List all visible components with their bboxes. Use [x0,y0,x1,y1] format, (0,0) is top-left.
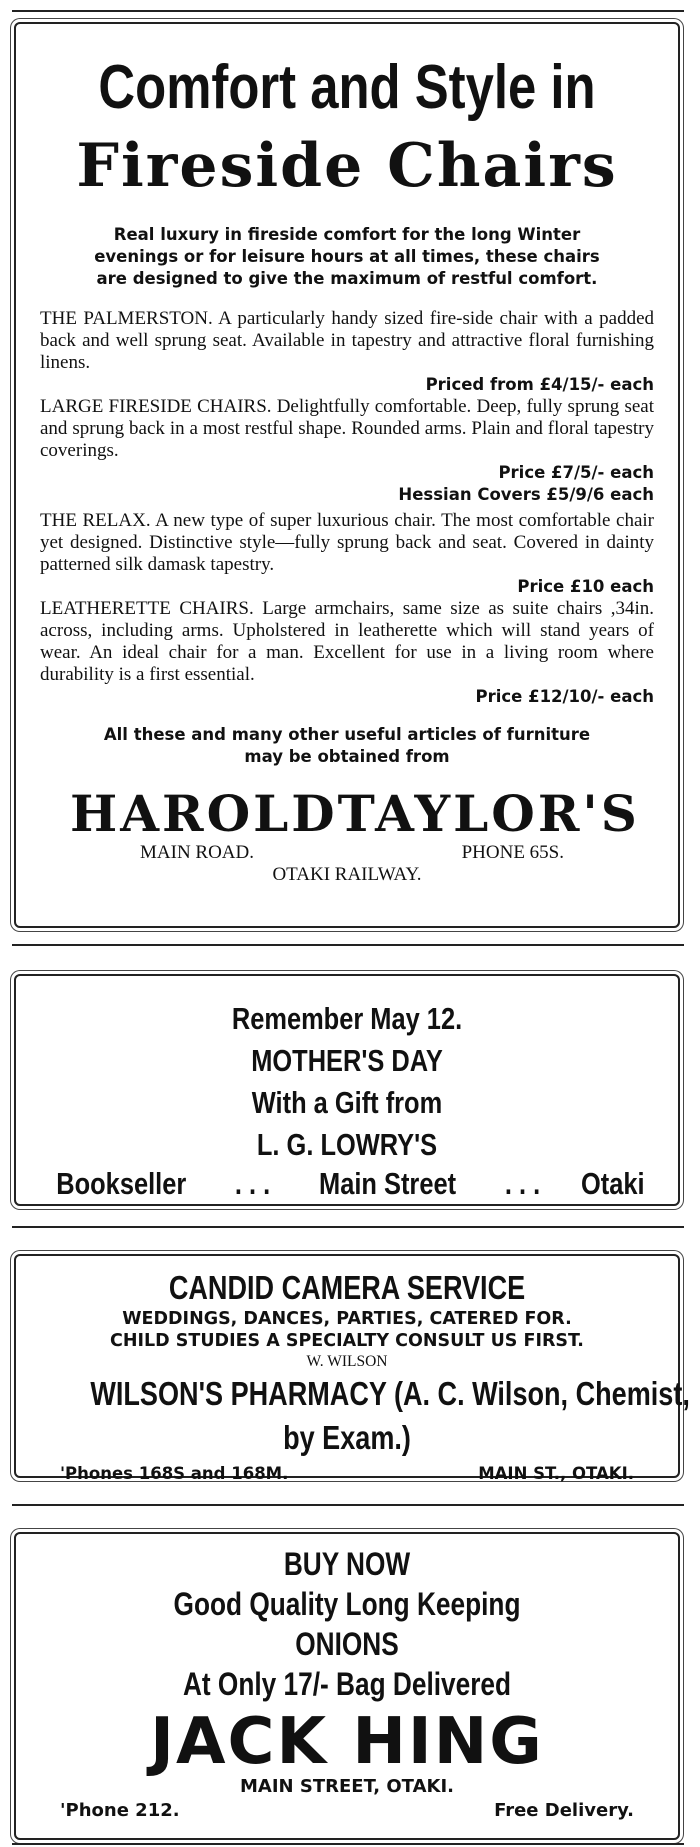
contact-row [34,1464,660,1483]
store-address [40,842,654,886]
onions-ad [14,1532,680,1840]
phones: 'Phones 168S and 168M. [60,1464,289,1483]
product-list [40,308,654,708]
divider-rule [12,1504,684,1506]
shop-name: L. G. LOWRY'S [256,1127,438,1162]
phone: 'Phone 212. [60,1800,180,1821]
ad-line: Remember May 12. [231,1001,463,1036]
dot-leader: . . . [234,1166,270,1201]
product-description: LEATHERETTE CHAIRS. Large armchairs, same size as suite chairs ,34in. across, including arms. Upholstered in leatherette which will stand years of wear. An ideal chair for a man. Excellent for use in a living room where durability is a first essential. [40,598,654,685]
address: MAIN ROAD. [140,842,254,863]
ad-line: With a Gift from [251,1085,443,1120]
product-item [40,308,654,396]
mothers-day-ad [14,974,680,1206]
top-rule [12,10,684,12]
locality: OTAKI RAILWAY. [272,864,422,885]
subheadline: Fireside Chairs [76,131,618,201]
product-price: Priced from £4/15/- each [425,375,654,394]
contact-row [36,1800,658,1821]
pharmacy-name: WILSON'S PHARMACY (A. C. Wilson, Chemist, [90,1375,690,1412]
address: MAIN ST., OTAKI. [478,1464,634,1483]
headline: Comfort and Style in [98,53,596,122]
product-price: Price £12/10/- each [475,687,654,706]
ad-line: W. WILSON [306,1353,388,1370]
product-item [40,598,654,708]
shop-details [36,1166,658,1202]
product-price: Price £10 each [517,577,654,596]
ad-line: CHILD STUDIES A SPECIALTY CONSULT US FIRST. [110,1331,584,1351]
product-item [40,510,654,598]
ad-title: CANDID CAMERA SERVICE [168,1269,526,1306]
ad-line: WEDDINGS, DANCES, PARTIES, CATERED FOR. [122,1309,572,1329]
product-item [40,396,654,506]
dot-leader: . . . [505,1166,541,1201]
store-name: HAROLD TAYLOR'S [70,784,640,843]
divider-rule [12,944,684,946]
footer-text: All these and many other useful articles of furniture may be obtained from [103,725,591,766]
pharmacy-qualification: by Exam.) [283,1419,411,1456]
shop-type: Bookseller [56,1166,187,1201]
merchant-name: JACK HING [150,1705,544,1779]
shop-street: Main Street [318,1166,457,1201]
phone: PHONE 65S. [461,842,564,863]
merchant-address: MAIN STREET, OTAKI. [240,1776,454,1797]
ad-line: MOTHER'S DAY [251,1043,443,1078]
product-price: Price £7/5/- each [498,463,654,482]
ad-line: Good Quality Long Keeping [173,1586,521,1622]
ad-line: At Only 17/- Bag Delivered [182,1666,512,1702]
intro-text: Real luxury in fireside comfort for the long Winter evenings or for leisure hours at all times, these chairs are designed to give the maximum of restful comfort. [94,225,600,288]
shop-town: Otaki [581,1166,646,1201]
product-description: THE RELAX. A new type of super luxurious chair. The most comfortable chair yet designed. Distinctive style—fully sprung back and seat. Covered in dainty patterned silk damask tapestry. [40,510,654,575]
divider-rule [12,1226,684,1228]
ad-line: BUY NOW [283,1546,411,1582]
product-description: THE PALMERSTON. A particularly handy sized fire-side chair with a padded back and well sprung seat. Available in tapestry and attractive floral furnishing linens. [40,308,654,373]
product-description: LARGE FIRESIDE CHAIRS. Delightfully comfortable. Deep, fully sprung seat and sprung back in a most restful shape. Rounded arms. Plain and floral tapestry coverings. [40,396,654,461]
candid-camera-ad [14,1254,690,1483]
product-price: Hessian Covers £5/9/6 each [398,485,654,504]
ad-line: ONIONS [295,1626,399,1662]
fireside-chairs-ad [14,22,680,928]
bottom-rule [12,1843,684,1845]
delivery-note: Free Delivery. [494,1800,634,1821]
